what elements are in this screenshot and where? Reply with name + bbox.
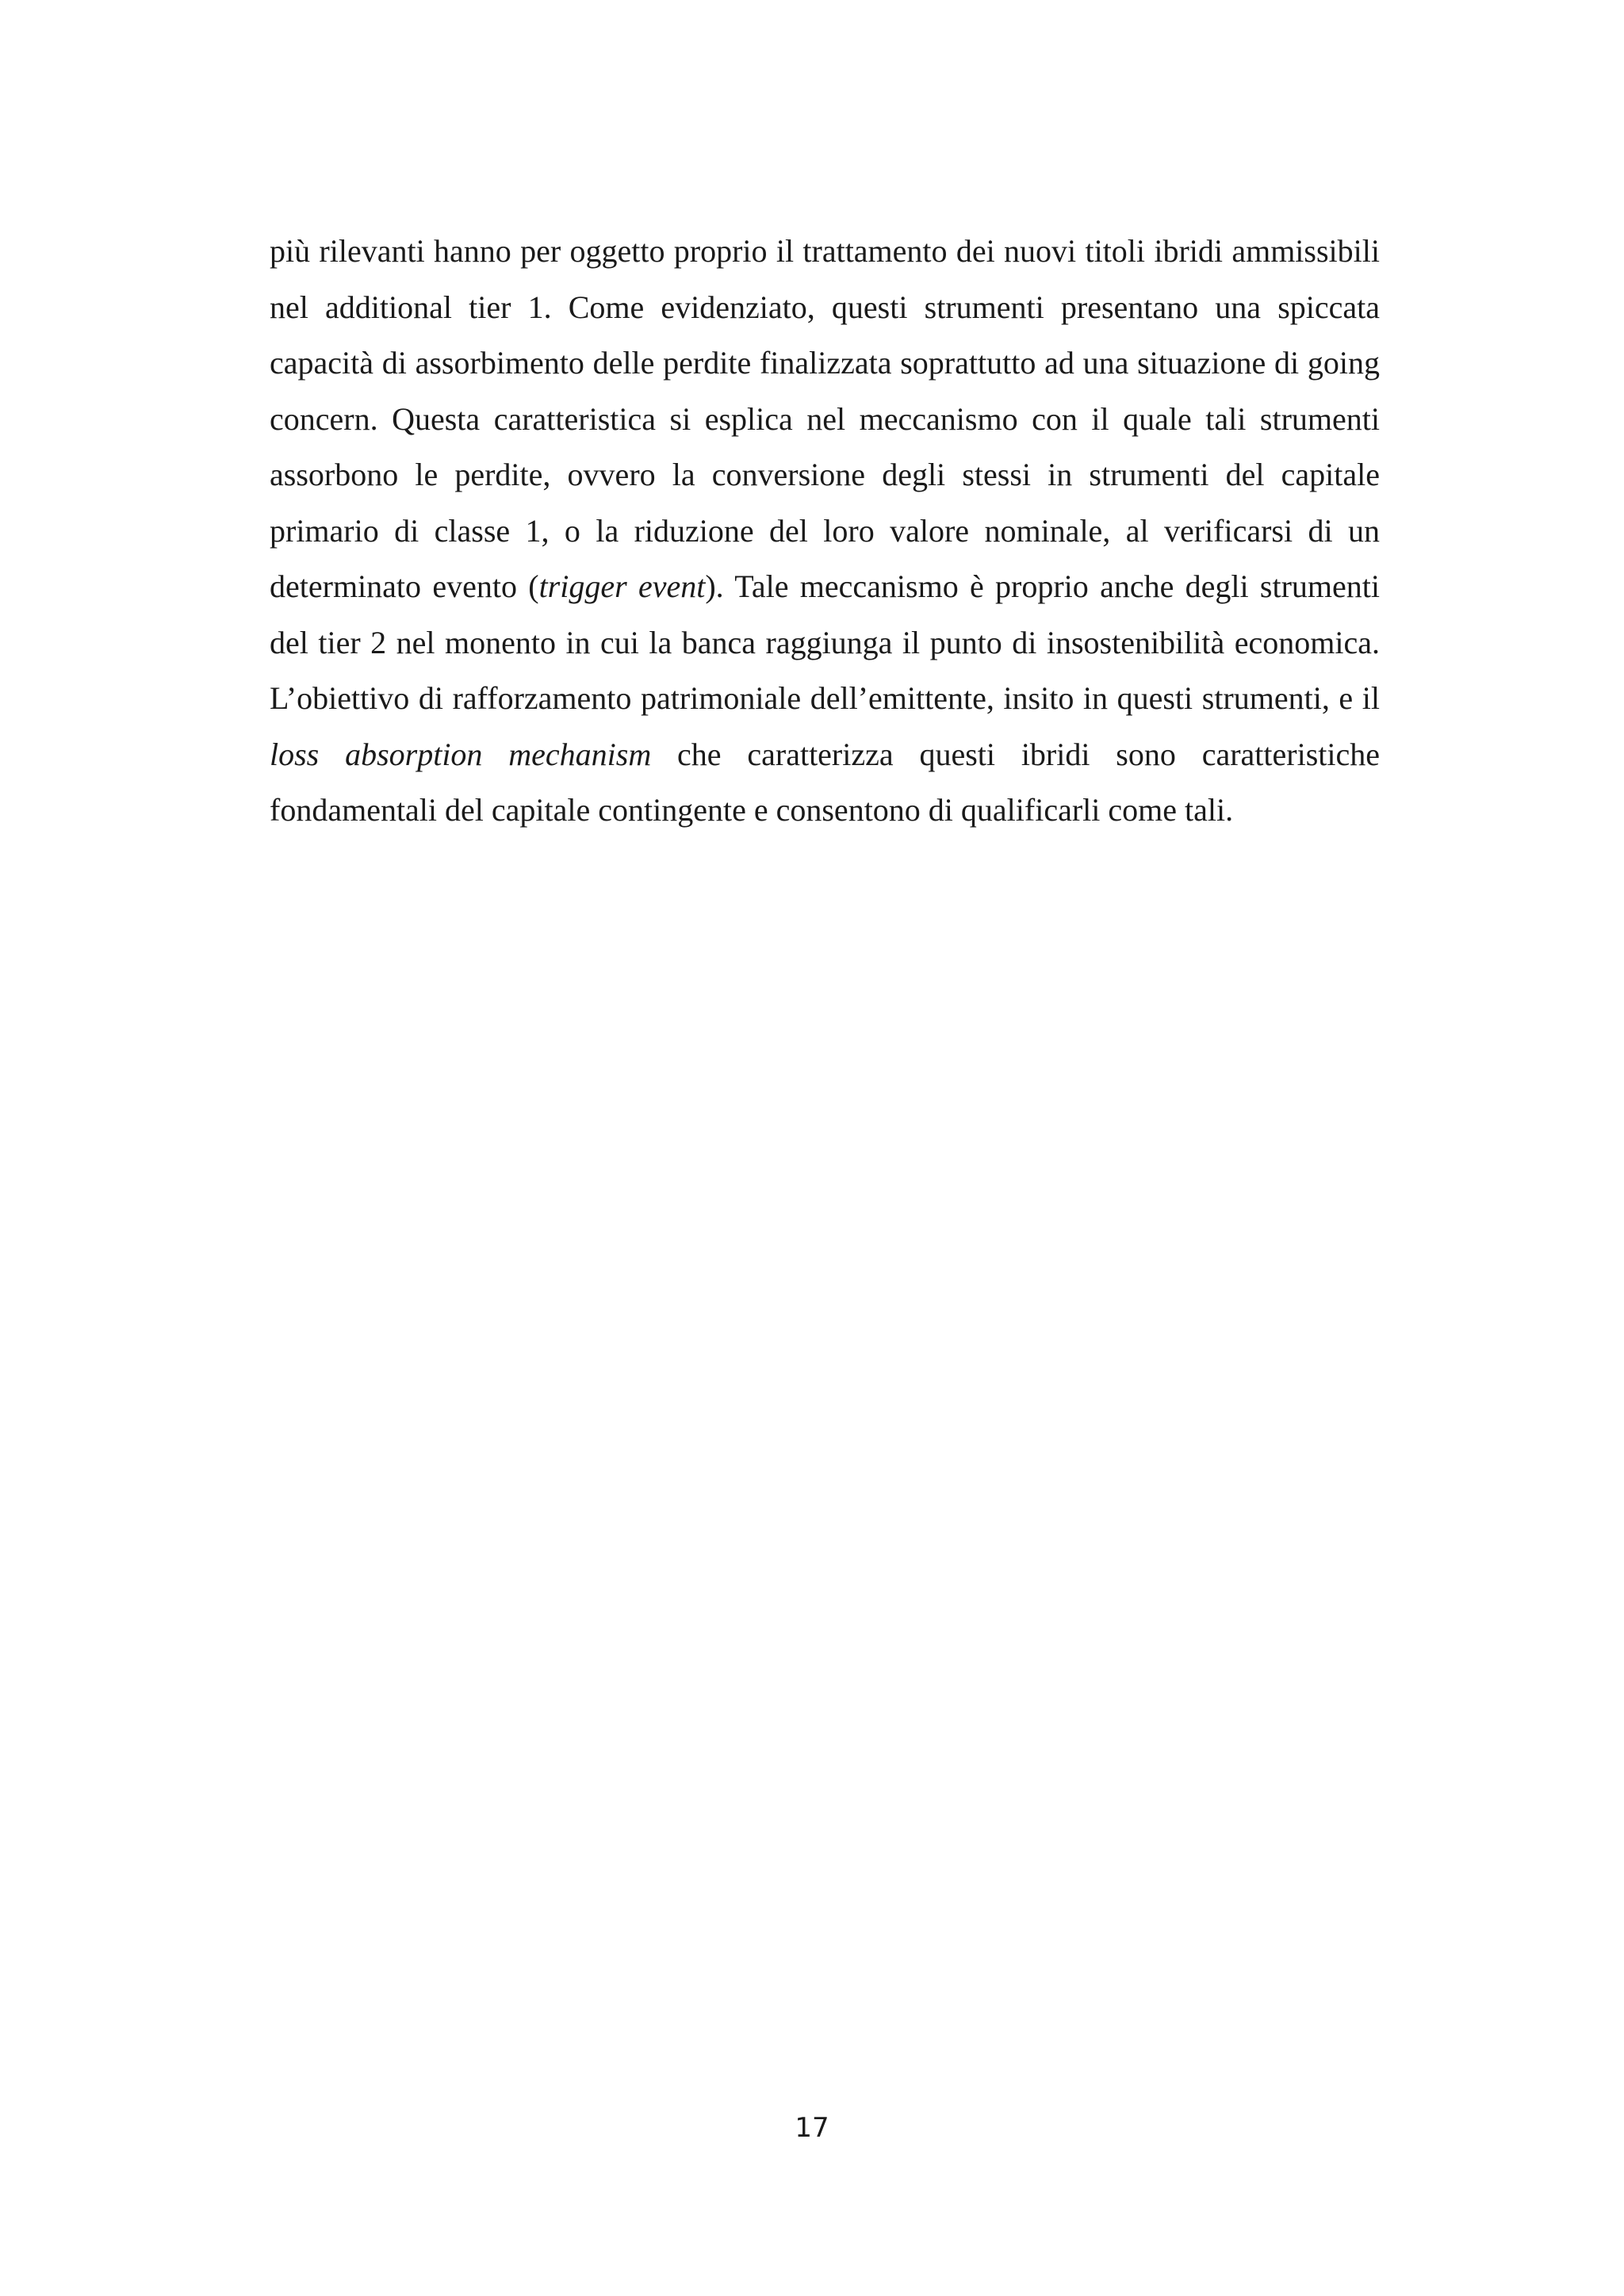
paragraph-run-italic: trigger event	[538, 568, 706, 604]
paragraph-run: più rilevanti hanno per oggetto proprio il trattamento dei nuovi titoli ibridi ammissibili nel additional tier 1. Come evidenziato, questi strumenti presentano una spiccata capacità di assorbimento delle perdite finalizzata soprattutto ad una situazione di going concern. Questa caratteristica si esplica nel meccanismo con il quale tali strumenti assorbono le perdite, ovvero la conversione degli stessi in strumenti del capitale primario di classe 1, o la riduzione del loro valore nominale, al verificarsi di un determinato evento (	[270, 233, 1380, 604]
body-paragraph	[270, 224, 1380, 839]
paragraph-run: che caratterizza questi ibridi sono caratteristiche fondamentali del capitale contingente e consentono di qualificarli come tali.	[270, 736, 1380, 828]
paragraph-run: ). Tale meccanismo è proprio anche degli strumenti del tier 2 nel monento in cui la banca raggiunga il punto di insostenibilità economica. L’obiettivo di rafforzamento patrimoniale dell’emittente, insito in questi strumenti, e il	[270, 568, 1380, 716]
paragraph-run-italic: loss absorption mechanism	[270, 736, 652, 772]
page-number: 17	[795, 2112, 829, 2144]
